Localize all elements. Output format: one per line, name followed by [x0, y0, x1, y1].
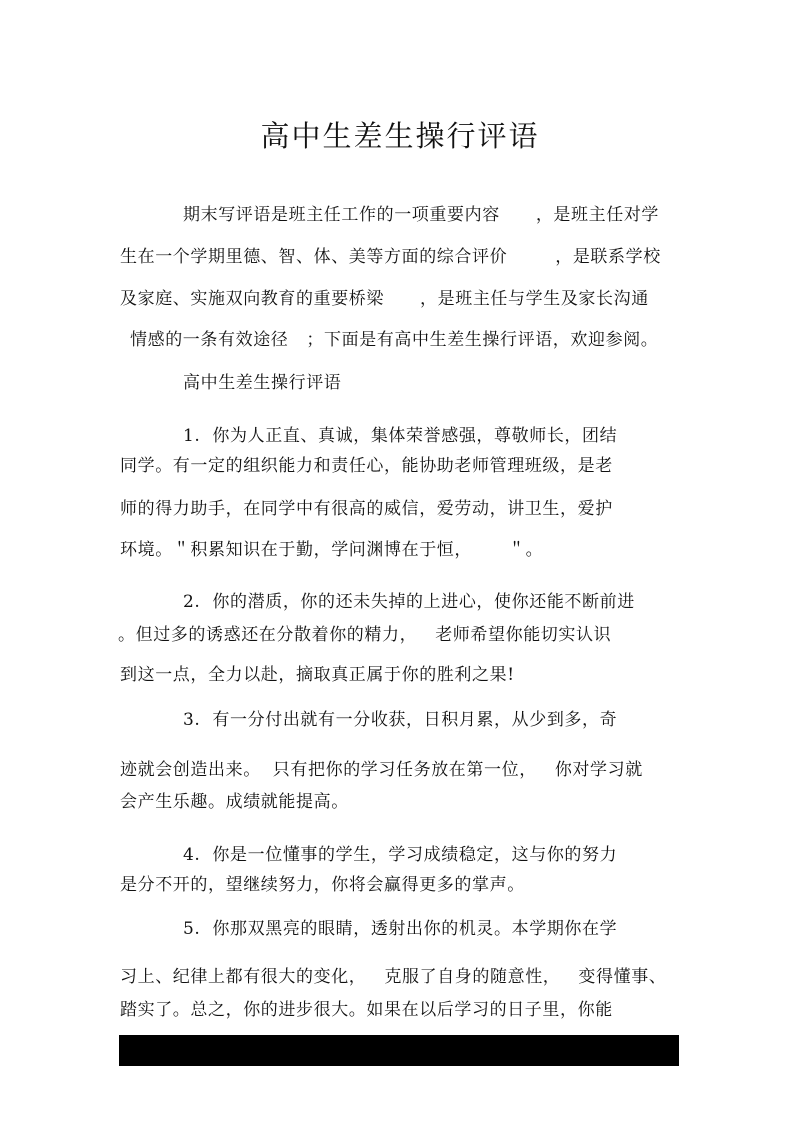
intro-line-3: 及家庭、实施双向教育的重要桥梁 ，是班主任与学生及家长沟通 [120, 289, 649, 309]
section-subheading: 高中生差生操行评语 [183, 373, 342, 393]
comment-4-line-2: 是分不开的，望继续努力，你将会赢得更多的掌声。 [120, 875, 525, 895]
comment-1-line-4: 环境。＂积累知识在于勤，学问渊博在于恒， ＂。 [120, 540, 544, 560]
comment-1-line-2: 同学。有一定的组织能力和责任心，能协助老师管理班级，是老 [120, 456, 613, 476]
comment-5-line-3: 踏实了。总之，你的进步很大。如果在以后学习的日子里，你能 [120, 1000, 613, 1020]
comment-4-line-1: 4. 你是一位懂事的学生，学习成绩稳定，这与你的努力 [183, 845, 618, 865]
comment-2-line-1: 2. 你的潜质，你的还未失掉的上进心，使你还能不断前进 [183, 592, 635, 612]
intro-line-1: 期末写评语是班主任工作的一项重要内容 ，是班主任对学 [183, 205, 660, 225]
comment-2-line-3: 到这一点，全力以赴，摘取真正属于你的胜利之果! [120, 665, 515, 685]
comment-5-line-1: 5. 你那双黑亮的眼睛，透射出你的机灵。本学期你在学 [183, 919, 618, 939]
comment-1-line-3: 师的得力助手，在同学中有很高的威信，爱劳动，讲卫生，爱护 [120, 499, 613, 519]
comment-1-line-1: 1. 你为人正直、真诚，集体荣誉感强，尊敬师长，团结 [183, 426, 618, 446]
intro-line-4: 情感的一条有效途径 ；下面是有高中生差生操行评语，欢迎参阅。 [130, 330, 659, 350]
black-redaction-bar [119, 1035, 679, 1066]
comment-3-line-2: 迹就会创造出来。 只有把你的学习任务放在第一位， 你对学习就 [120, 760, 643, 780]
comment-3-line-3: 会产生乐趣。成绩就能提高。 [120, 792, 349, 812]
comment-2-line-2: 。但过多的诱惑还在分散着你的精力， 老师希望你能切实认识 [118, 625, 612, 645]
document-title: 高中生差生操行评语 [260, 119, 540, 153]
comment-5-line-2: 习上、纪律上都有很大的变化， 克服了自身的随意性， 变得懂事、 [120, 967, 667, 987]
intro-line-2: 生在一个学期里德、智、体、美等方面的综合评价 ，是联系学校 [120, 247, 661, 267]
comment-3-line-1: 3. 有一分付出就有一分收获，日积月累，从少到多，奇 [183, 710, 618, 730]
